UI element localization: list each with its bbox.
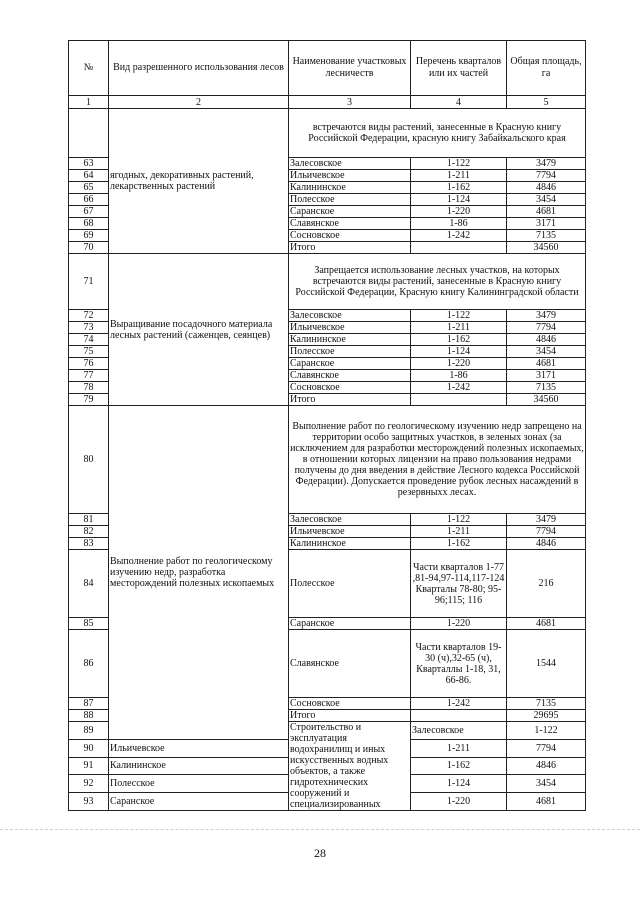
quarters: 1-122	[411, 514, 507, 526]
forestry-name: Залесовское	[411, 722, 507, 740]
row-number: 72	[69, 310, 109, 322]
total-label: Итого	[289, 242, 411, 254]
forestry-name: Саранское	[289, 206, 411, 218]
restriction-note: встречаются виды растений, занесенные в Красную книгу Российской Федерации, красную книгу Забайкальского края	[289, 109, 586, 158]
quarters: 1-122	[507, 722, 586, 740]
area: 4681	[507, 206, 586, 218]
area: 7794	[507, 170, 586, 182]
row-number: 91	[69, 757, 109, 775]
quarters: 1-211	[411, 526, 507, 538]
quarters: 1-162	[411, 182, 507, 194]
quarters: 1-220	[411, 793, 507, 811]
table-row	[69, 406, 586, 514]
header-forestry: Наименование участковых лесничеств	[289, 41, 411, 96]
row-number: 75	[69, 346, 109, 358]
row-number: 78	[69, 382, 109, 394]
area: 3479	[507, 310, 586, 322]
table-header-row	[69, 41, 586, 96]
row-number: 85	[69, 618, 109, 630]
row-number: 87	[69, 698, 109, 710]
row-number: 63	[69, 158, 109, 170]
forestry-name: Саранское	[289, 618, 411, 630]
row-number: 79	[69, 394, 109, 406]
quarters: 1-86	[411, 370, 507, 382]
use-type-cell: ягодных, декоративных растений, лекарственных растений	[109, 109, 289, 254]
header-quarters: Перечень кварталов или их частей	[411, 41, 507, 96]
forestry-name: Калининское	[289, 334, 411, 346]
quarters: 1-162	[411, 334, 507, 346]
quarters: 1-211	[411, 170, 507, 182]
area: 3171	[507, 218, 586, 230]
area: 7794	[507, 322, 586, 334]
use-type-cell: Строительство и эксплуатация водохранилищ и иных искусственных водных объектов, а также гидротехнических сооружений и специализированных	[289, 722, 411, 811]
total-area: 34560	[507, 242, 586, 254]
quarters: 1-124	[411, 194, 507, 206]
quarters: Части кварталов 1-77 ,81-94,97-114,117-124 Кварталы 78-80; 95-96;115; 116	[411, 550, 507, 618]
area: 1544	[507, 630, 586, 698]
quarters: 1-242	[411, 698, 507, 710]
row-number: 64	[69, 170, 109, 182]
quarters: 1-124	[411, 346, 507, 358]
total-area: 34560	[507, 394, 586, 406]
row-number: 89	[69, 722, 109, 740]
quarters: 1-86	[411, 218, 507, 230]
forestry-name: Ильичевское	[289, 170, 411, 182]
area: 3479	[507, 158, 586, 170]
quarters: 1-162	[411, 538, 507, 550]
table-row	[69, 254, 586, 310]
forestry-name: Калининское	[289, 538, 411, 550]
area: 4846	[507, 182, 586, 194]
area: 4681	[507, 793, 586, 811]
quarters	[411, 242, 507, 254]
row-number: 65	[69, 182, 109, 194]
forestry-name: Саранское	[109, 793, 289, 811]
row-number: 90	[69, 739, 109, 757]
forestry-name: Полесское	[289, 194, 411, 206]
col-number: 4	[411, 96, 507, 109]
table-row	[69, 109, 586, 158]
forestry-name: Ильичевское	[289, 526, 411, 538]
area: 4846	[507, 757, 586, 775]
col-number: 3	[289, 96, 411, 109]
quarters: 1-211	[411, 322, 507, 334]
use-type-cell: Выполнение работ по геологическому изучению недр, разработка месторождений полезных ископаемых	[109, 406, 289, 740]
total-area: 29695	[507, 710, 586, 722]
forestry-name: Полесское	[289, 346, 411, 358]
quarters: Части кварталов 19-30 (ч),32-65 (ч), Кварталлы 1-18, 31, 66-86.	[411, 630, 507, 698]
area: 4846	[507, 334, 586, 346]
forestry-name: Калининское	[109, 757, 289, 775]
row-number: 73	[69, 322, 109, 334]
forestry-name: Ильичевское	[289, 322, 411, 334]
quarters: 1-122	[411, 158, 507, 170]
forestry-name: Ильичевское	[109, 739, 289, 757]
forestry-name: Славянское	[289, 630, 411, 698]
col-number: 5	[507, 96, 586, 109]
row-number: 71	[69, 254, 109, 310]
area: 7794	[507, 526, 586, 538]
row-number: 70	[69, 242, 109, 254]
total-label: Итого	[289, 394, 411, 406]
col-number: 2	[109, 96, 289, 109]
quarters: 1-242	[411, 382, 507, 394]
area: 7135	[507, 698, 586, 710]
row-number: 86	[69, 630, 109, 698]
forestry-name: Полесское	[289, 550, 411, 618]
column-numbers-row	[69, 96, 586, 109]
row-number: 83	[69, 538, 109, 550]
quarters: 1-211	[411, 739, 507, 757]
forestry-name: Сосновское	[289, 698, 411, 710]
row-number: 68	[69, 218, 109, 230]
row-number: 76	[69, 358, 109, 370]
area: 7794	[507, 739, 586, 757]
area: 3454	[507, 346, 586, 358]
header-no: №	[69, 41, 109, 96]
quarters	[411, 394, 507, 406]
row-number: 84	[69, 550, 109, 618]
row-number: 67	[69, 206, 109, 218]
restriction-note: Выполнение работ по геологическому изучению недр запрещено на территории особо защитных участков, в зеленых зонах (за исключением для разработки месторождений полезных ископаемых, в отношении которых лицензии на право пользования недрами получены до дня введения в действие Лесного кодекса Российской Федерации). Допускается проведение рубок лесных насаждений в резервныхх лесах.	[289, 406, 586, 514]
quarters: 1-220	[411, 206, 507, 218]
quarters: 1-124	[411, 775, 507, 793]
area: 3454	[507, 194, 586, 206]
row-number: 69	[69, 230, 109, 242]
forestry-name: Залесовское	[289, 158, 411, 170]
area: 4681	[507, 618, 586, 630]
row-number: 82	[69, 526, 109, 538]
row-number: 77	[69, 370, 109, 382]
area: 4846	[507, 538, 586, 550]
forestry-name: Калининское	[289, 182, 411, 194]
forestry-name: Саранское	[289, 358, 411, 370]
page-fold-line	[0, 829, 640, 830]
row-number: 74	[69, 334, 109, 346]
row-number: 80	[69, 406, 109, 514]
area: 7135	[507, 230, 586, 242]
row-number: 88	[69, 710, 109, 722]
col-number: 1	[69, 96, 109, 109]
quarters: 1-242	[411, 230, 507, 242]
page-number: 28	[314, 846, 326, 860]
area: 216	[507, 550, 586, 618]
header-area: Общая площадь, га	[507, 41, 586, 96]
forestry-name: Сосновское	[289, 230, 411, 242]
area: 7135	[507, 382, 586, 394]
forestry-name: Сосновское	[289, 382, 411, 394]
forestry-name: Залесовское	[289, 514, 411, 526]
use-type-cell: Выращивание посадочного материала лесных растений (саженцев, сеянцев)	[109, 254, 289, 406]
row-number	[69, 109, 109, 158]
area: 4681	[507, 358, 586, 370]
forestry-name: Залесовское	[289, 310, 411, 322]
total-label: Итого	[289, 710, 411, 722]
restriction-note: Запрещается использование лесных участков, на которых встречаются виды растений, занесенные в Красную книгу Российской Федерации, Красную книгу Калининградской области	[289, 254, 586, 310]
row-number: 66	[69, 194, 109, 206]
row-number: 93	[69, 793, 109, 811]
quarters: 1-220	[411, 618, 507, 630]
forestry-name: Славянское	[289, 370, 411, 382]
quarters: 1-162	[411, 757, 507, 775]
forestry-name: Полесское	[109, 775, 289, 793]
row-number: 81	[69, 514, 109, 526]
header-use: Вид разрешенного использования лесов	[109, 41, 289, 96]
area: 3171	[507, 370, 586, 382]
area: 3454	[507, 775, 586, 793]
quarters	[411, 710, 507, 722]
forestry-name: Славянское	[289, 218, 411, 230]
area: 3479	[507, 514, 586, 526]
row-number: 92	[69, 775, 109, 793]
forest-use-table	[68, 40, 586, 811]
quarters: 1-220	[411, 358, 507, 370]
quarters: 1-122	[411, 310, 507, 322]
